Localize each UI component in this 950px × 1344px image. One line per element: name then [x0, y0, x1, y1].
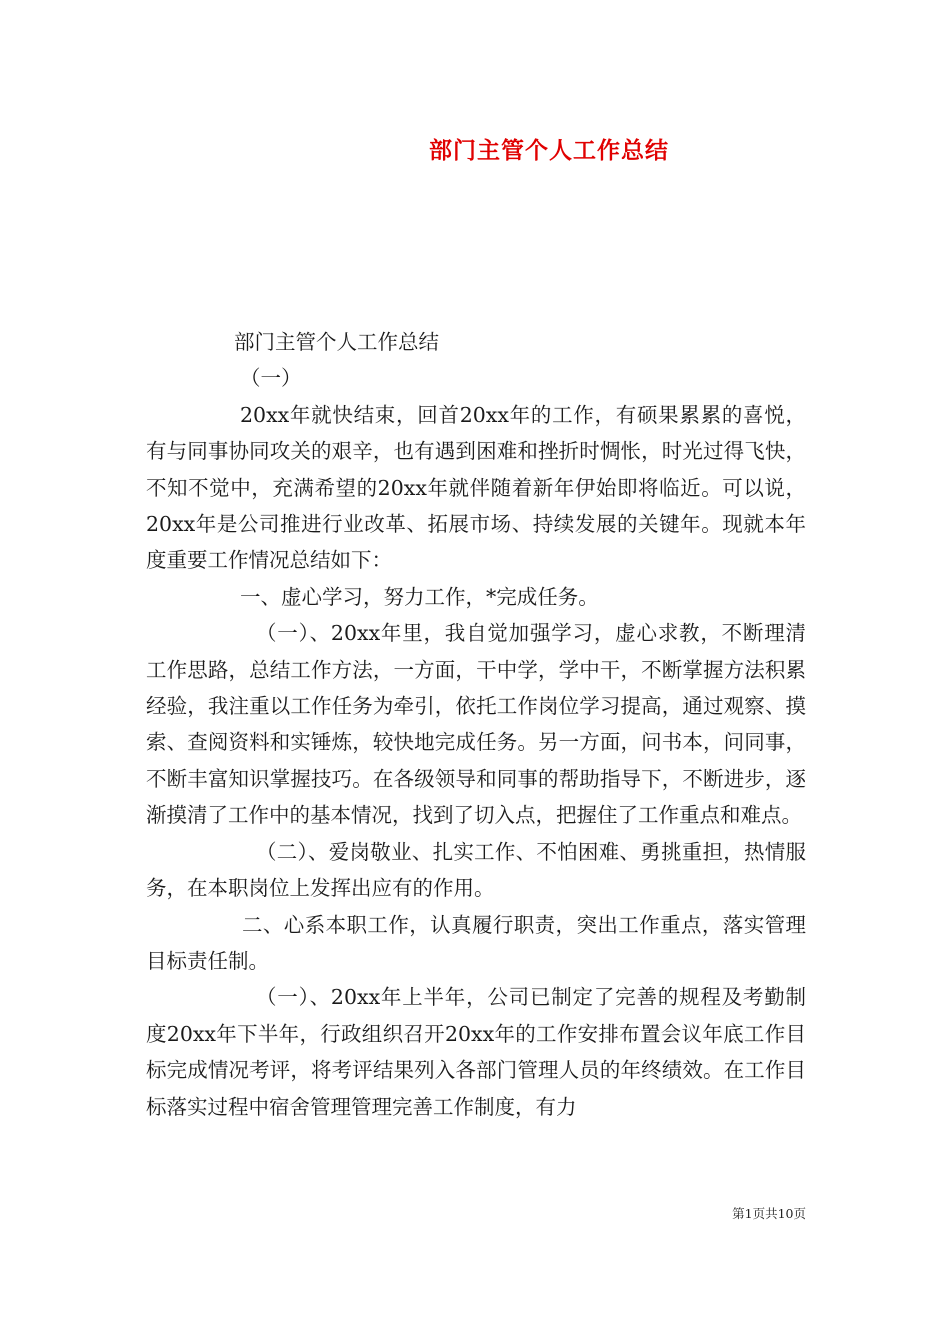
paragraph-1-1: （一）、20xx年里，我自觉加强学习，虚心求教，不断理清工作思路，总结工作方法，一方面，干中学，学中干，不断掌握方法积累经验，我注重以工作任务为牵引，依托工作岗位学习提高，通过观察、摸索、查阅资料和实锤炼，较快地完成任务。另一方面，问书本，问同事，不断丰富知识掌握技巧。在各级领导和同事的帮助指导下，不断进步，逐渐摸清了工作中的基本情况，找到了切入点，把握住了工作重点和难点。 — [146, 621, 806, 828]
document-heading: 部门主管个人工作总结 — [429, 137, 669, 164]
section-mark: （一） — [240, 366, 302, 391]
page-number: 第1页共10页 — [732, 1206, 806, 1221]
paragraph-2-1: （一）、20xx年上半年，公司已制定了完善的规程及考勤制度20xx年下半年，行政组织召开20xx年的工作安排布置会议年底工作目标完成情况考评，将考评结果列入各部门管理人员的年终绩效。在工作目标落实过程中宿舍管理管理完善工作制度，有力 — [146, 985, 806, 1119]
document-subtitle: 部门主管个人工作总结 — [234, 330, 439, 354]
paragraph-intro: 20xx年就快结束，回首20xx年的工作，有硕果累累的喜悦，有与同事协同攻关的艰辛，也有遇到困难和挫折时惆怅，时光过得飞快，不知不觉中，充满希望的20xx年就伴随着新年伊始即将临近。可以说，20xx年是公司推进行业改革、拓展市场、持续发展的关键年。现就本年度重要工作情况总结如下： — [146, 402, 806, 573]
section-heading-1: 一、虚心学习，努力工作，*完成任务。 — [240, 584, 599, 609]
paragraph-1-2: （二）、爱岗敬业、扎实工作、不怕困难、勇挑重担，热情服务，在本职岗位上发挥出应有的作用。 — [146, 839, 806, 901]
section-heading-2: 二、心系本职工作，认真履行职责，突出工作重点，落实管理目标责任制。 — [146, 912, 806, 973]
document-body — [146, 324, 806, 1125]
